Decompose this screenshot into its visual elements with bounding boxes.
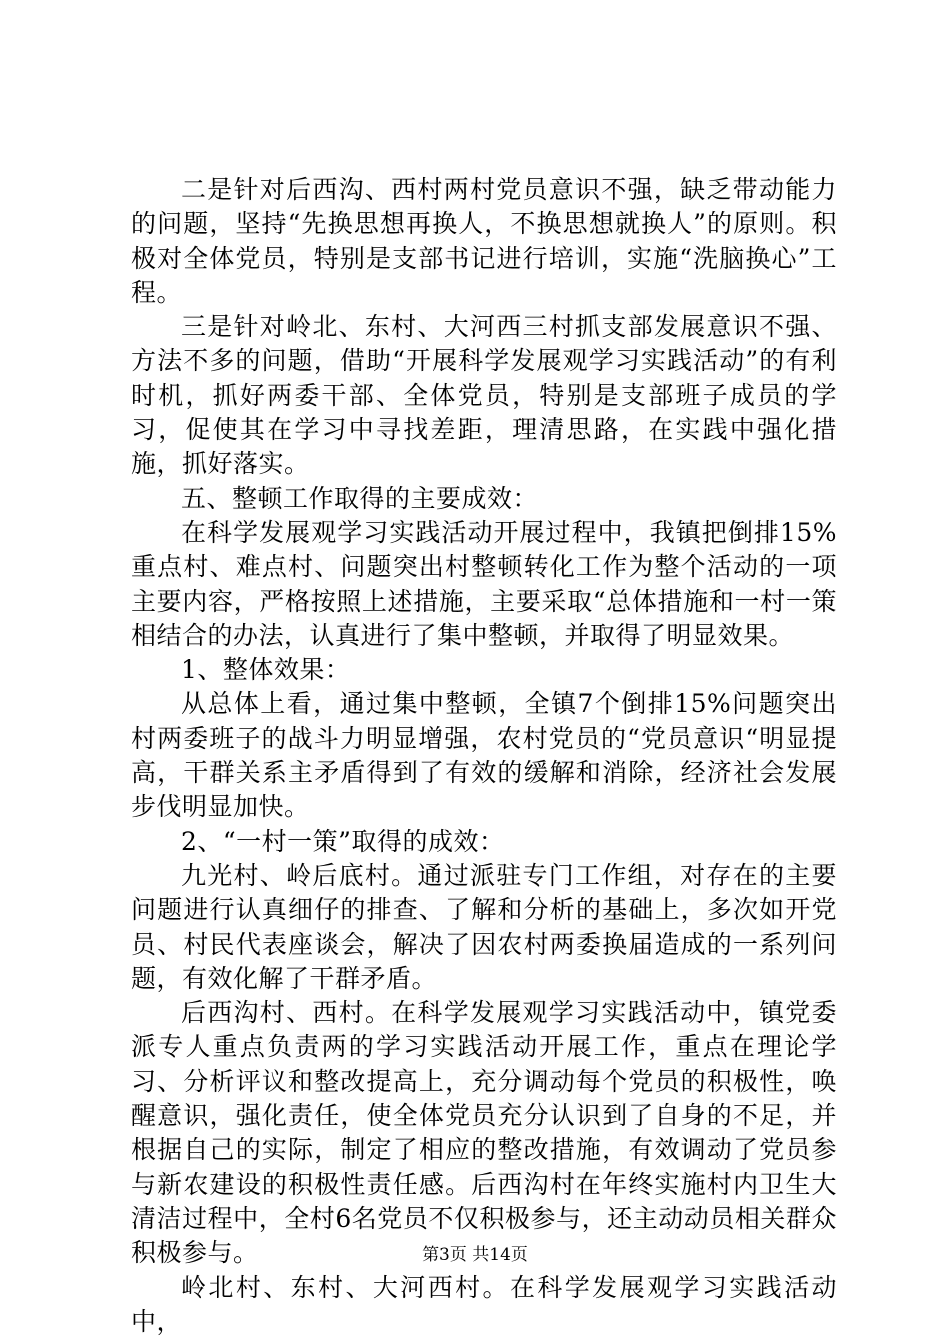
paragraph-1: 二是针对后西沟、西村两村党员意识不强，缺乏带动能力的问题，坚持“先换思想再换人，不换思想就换人”的原则。积极对全体党员，特别是支部书记进行培训，实施“洗脑换心”工程。 (131, 175, 837, 307)
paragraph-4: 从总体上看，通过集中整顿，全镇7个倒排15%问题突出村两委班子的战斗力明显增强，农村党员的“党员意识“明显提高，干群关系主矛盾得到了有效的缓解和消除，经济社会发展步伐明显加快。 (131, 689, 837, 822)
paragraph-3: 在科学发展观学习实践活动开展过程中，我镇把倒排15%重点村、难点村、问题突出村整顿转化工作为整个活动的一项主要内容，严格按照上述措施，主要采取“总体措施和一村一策相结合的办法，认真进行了集中整顿，并取得了明显效果。 (131, 517, 837, 650)
document-body (131, 173, 837, 1339)
page-footer: 第3页 共14页 (422, 1245, 528, 1265)
subheading-one-village-one-policy: 2、“一村一策”取得的成效： (181, 826, 505, 856)
subheading-overall-effect: 1、整体效果： (181, 655, 351, 685)
section-heading-5: 五、整顿工作取得的主要成效： (181, 483, 539, 513)
paragraph-6: 后西沟村、西村。在科学发展观学习实践活动中，镇党委派专人重点负责两的学习实践活动开展工作，重点在理论学习、分析评议和整改提高上，充分调动每个党员的积极性，唤醒意识，强化责任，使全体党员充分认识到了自身的不足，并根据自己的实际，制定了相应的整改措施，有效调动了党员参与新农建设的积极性责任感。后西沟村在年终实施村内卫生大清洁过程中，全村6名党员不仅积极参与，还主动动员相关群众积极参与。 (131, 998, 837, 1268)
paragraph-2: 三是针对岭北、东村、大河西三村抓支部发展意识不强、方法不多的问题，借助“开展科学发展观学习实践活动”的有利时机，抓好两委干部、全体党员，特别是支部班子成员的学习，促使其在学习中寻找差距，理清思路，在实践中强化措施，抓好落实。 (131, 312, 837, 479)
paragraph-7: 岭北村、东村、大河西村。在科学发展观学习实践活动中， (131, 1272, 837, 1336)
paragraph-5: 九光村、岭后底村。通过派驻专门工作组，对存在的主要问题进行认真细仔的排查、了解和分析的基础上，多次如开党员、村民代表座谈会，解决了因农村两委换届造成的一系列问题，有效化解了干群矛盾。 (131, 860, 837, 993)
